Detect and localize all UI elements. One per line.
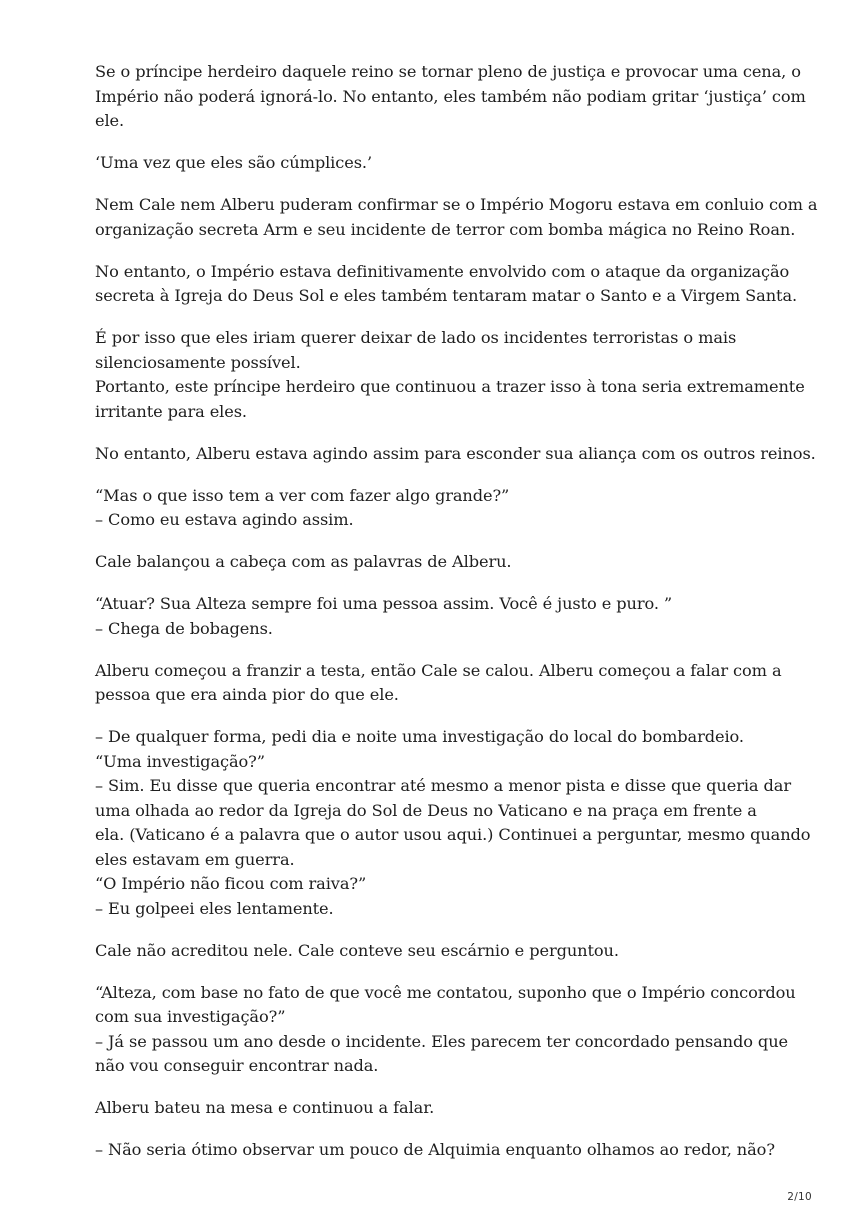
text-line: “Atuar? Sua Alteza sempre foi uma pessoa assim. Você é justo e puro. ” — [95, 594, 673, 613]
page-number: 2/10 — [787, 1191, 812, 1203]
text-line: – De qualquer forma, pedi dia e noite uma investigação do local do bombardeio. — [95, 727, 744, 746]
text-line: – Já se passou um ano desde o incidente. Eles parecem ter concordado pensando que — [95, 1031, 788, 1051]
text-line: É por isso que eles iriam querer deixar de lado os incidentes terroristas o mais — [95, 328, 737, 347]
paragraph — [95, 1138, 795, 1163]
text-line: secreta à Igreja do Deus Sol e eles também tentaram matar o Santo e a Virgem Santa. — [95, 286, 798, 305]
text-line: silenciosamente possível. — [95, 352, 301, 372]
text-line: “O Império não ficou com raiva?” — [95, 874, 367, 893]
text-line: irritante para eles. — [95, 401, 247, 421]
text-line: Alberu começou a franzir a testa, então Cale se calou. Alberu começou a falar com a — [95, 660, 782, 680]
paragraph — [95, 1096, 795, 1121]
text-line: Cale não acreditou nele. Cale conteve seu escárnio e perguntou. — [95, 940, 619, 960]
paragraph — [95, 326, 805, 424]
paragraph — [95, 725, 811, 921]
text-line: Alberu bateu na mesa e continuou a falar. — [95, 1098, 435, 1117]
text-line: organização secreta Arm e seu incidente de terror com bomba mágica no Reino Roan. — [95, 219, 796, 239]
paragraph — [95, 981, 795, 1079]
paragraph — [95, 260, 798, 309]
text-line: No entanto, o Império estava definitivamente envolvido com o ataque da organização — [95, 261, 790, 281]
paragraph — [95, 484, 795, 533]
text-line: com sua investigação?” — [95, 1007, 286, 1026]
paragraph — [95, 592, 795, 641]
text-line: – Eu golpeei eles lentamente. — [95, 898, 334, 918]
text-line: ‘Uma vez que eles são cúmplices.’ — [95, 153, 372, 172]
text-line: – Chega de bobagens. — [95, 618, 273, 638]
paragraph — [95, 193, 818, 242]
text-line: eles estavam em guerra. — [95, 849, 295, 869]
text-line: – Sim. Eu disse que queria encontrar até mesmo a menor pista e disse que queria dar — [95, 776, 791, 795]
text-line: “Uma investigação?” — [95, 751, 265, 771]
text-line: Cale balançou a cabeça com as palavras de Alberu. — [95, 552, 512, 571]
paragraph — [95, 939, 795, 964]
text-line: Se o príncipe herdeiro daquele reino se tornar pleno de justiça e provocar uma cena, o — [95, 62, 801, 81]
text-line: ela. (Vaticano é a palavra que o autor usou aqui.) Continuei a perguntar, mesmo quando — [95, 825, 811, 844]
text-line: Império não poderá ignorá-lo. No entanto, eles também não podiam gritar ‘justiça’ com — [95, 86, 806, 106]
text-line: Portanto, este príncipe herdeiro que continuou a trazer isso à tona seria extremamente — [95, 377, 805, 396]
paragraph — [95, 659, 795, 708]
text-line: uma olhada ao redor da Igreja do Sol de Deus no Vaticano e na praça em frente a — [95, 800, 757, 820]
text-line: pessoa que era ainda pior do que ele. — [95, 685, 399, 704]
paragraph — [95, 442, 816, 467]
paragraph — [95, 60, 806, 134]
paragraph — [95, 550, 795, 575]
text-line: “Mas o que isso tem a ver com fazer algo grande?” — [95, 485, 510, 505]
document-body — [95, 60, 818, 1180]
text-line: No entanto, Alberu estava agindo assim para esconder sua aliança com os outros reinos. — [95, 443, 816, 463]
text-line: ele. — [95, 111, 125, 130]
text-line: – Como eu estava agindo assim. — [95, 510, 354, 529]
text-line: Nem Cale nem Alberu puderam confirmar se o Império Mogoru estava em conluio com a — [95, 195, 818, 214]
paragraph — [95, 151, 795, 176]
text-line: não vou conseguir encontrar nada. — [95, 1056, 379, 1075]
text-line: “Alteza, com base no fato de que você me contatou, suponho que o Império concordou — [95, 982, 796, 1002]
text-line: – Não seria ótimo observar um pouco de Alquimia enquanto olhamos ao redor, não? — [95, 1140, 775, 1159]
